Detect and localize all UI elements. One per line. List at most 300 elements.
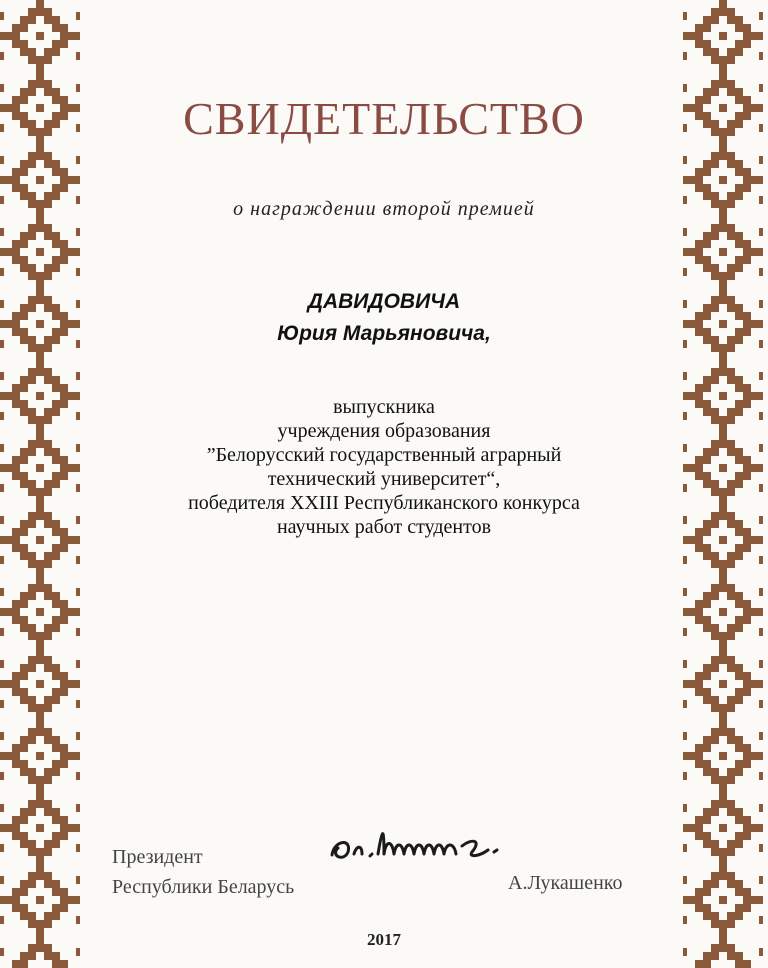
ornament-cell: [727, 560, 735, 568]
ornament-cell: [703, 688, 711, 696]
recipient-given-name: Юрия Марьяновича,: [277, 322, 491, 345]
ornament-edge: [683, 844, 687, 852]
ornament-cell: [735, 624, 743, 632]
ornament-cell: [719, 72, 727, 80]
ornament-cell: [44, 800, 52, 808]
ornament-edge: [0, 12, 4, 20]
ornament-cell: [12, 24, 20, 32]
ornament-cell: [743, 608, 751, 616]
ornament-cell: [28, 560, 36, 568]
ornament-cell: [719, 568, 727, 576]
ornament-cell: [52, 696, 60, 704]
ornament-cell: [727, 264, 735, 272]
ornament-cell: [36, 824, 44, 832]
ornament-cell: [687, 896, 695, 904]
ornament-edge: [759, 896, 763, 904]
ornament-cell: [743, 40, 751, 48]
ornament-cell: [703, 264, 711, 272]
ornament-cell: [52, 624, 60, 632]
ornament-cell: [727, 920, 735, 928]
ornament-cell: [743, 832, 751, 840]
ornament-cell: [36, 704, 44, 712]
ornament-cell: [52, 256, 60, 264]
ornament-edge: [683, 804, 687, 812]
ornament-edge: [759, 876, 763, 884]
ornament-edge: [0, 228, 4, 236]
ornament-cell: [719, 144, 727, 152]
ornament-cell: [695, 824, 703, 832]
ornament-cell: [28, 800, 36, 808]
ornament-cell: [36, 720, 44, 728]
ornament-cell: [12, 240, 20, 248]
ornament-cell: [719, 280, 727, 288]
ornament-cell: [703, 24, 711, 32]
ornament-edge: [759, 700, 763, 708]
ornament-cell: [12, 608, 20, 616]
ornament-cell: [727, 8, 735, 16]
ornament-cell: [44, 48, 52, 56]
ornament-edge: [0, 628, 4, 636]
ornament-edge: [76, 732, 80, 740]
ornament-cell: [719, 632, 727, 640]
ornament-cell: [735, 544, 743, 552]
ornament-cell: [703, 760, 711, 768]
ornament-cell: [60, 888, 68, 896]
ornament-cell: [36, 608, 44, 616]
ornament-cell: [12, 616, 20, 624]
ornament-cell: [60, 544, 68, 552]
ornament-cell: [52, 600, 60, 608]
ornament-cell: [52, 264, 60, 272]
ornament-cell: [36, 72, 44, 80]
ornament-edge: [0, 916, 4, 924]
ornament-cell: [44, 224, 52, 232]
ornament-cell: [60, 960, 68, 968]
ornament-edge: [76, 660, 80, 668]
ornament-edge: [76, 176, 80, 184]
ornament-cell: [44, 768, 52, 776]
ornament-cell: [52, 48, 60, 56]
ornament-cell: [735, 688, 743, 696]
ornament-cell: [44, 376, 52, 384]
ornament-cell: [60, 176, 68, 184]
ornament-cell: [20, 960, 28, 968]
ornament-cell: [719, 800, 727, 808]
signature-mark: [322, 810, 542, 870]
ornament-cell: [711, 56, 719, 64]
ornament-cell: [20, 952, 28, 960]
ornament-cell: [719, 352, 727, 360]
ornament-cell: [52, 616, 60, 624]
ornament-edge: [0, 248, 4, 256]
ornament-cell: [735, 960, 743, 968]
ornament-cell: [719, 64, 727, 72]
ornament-cell: [44, 664, 52, 672]
ornament-cell: [703, 600, 711, 608]
ornament-cell: [28, 160, 36, 168]
ornament-cell: [711, 840, 719, 848]
ornament-cell: [727, 656, 735, 664]
ornament-cell: [719, 824, 727, 832]
ornament-cell: [727, 776, 735, 784]
certificate-subtitle: о награждении второй премией: [233, 198, 535, 220]
ornament-cell: [20, 888, 28, 896]
ornament-cell: [60, 752, 68, 760]
ornament-cell: [727, 552, 735, 560]
ornament-edge: [76, 156, 80, 164]
ornament-cell: [52, 960, 60, 968]
ornament-cell: [727, 152, 735, 160]
ornament-edge: [0, 608, 4, 616]
ornament-cell: [719, 152, 727, 160]
ornament-cell: [36, 656, 44, 664]
ornament-cell: [735, 168, 743, 176]
ornament-cell: [711, 560, 719, 568]
ornament-cell: [4, 680, 12, 688]
ornament-cell: [735, 24, 743, 32]
ornament-edge: [0, 772, 4, 780]
ornament-cell: [719, 608, 727, 616]
ornament-cell: [12, 752, 20, 760]
ornament-cell: [695, 904, 703, 912]
ornament-cell: [719, 792, 727, 800]
ornament-cell: [44, 272, 52, 280]
ornament-cell: [735, 744, 743, 752]
ornament-cell: [12, 248, 20, 256]
ornament-cell: [28, 664, 36, 672]
ornament-cell: [743, 24, 751, 32]
ornament-edge: [759, 556, 763, 564]
ornament-cell: [703, 696, 711, 704]
ornament-edge: [76, 84, 80, 92]
ornament-cell: [719, 8, 727, 16]
ornament-cell: [36, 0, 44, 8]
citation-line: учреждения образования: [277, 420, 491, 442]
ornament-cell: [711, 656, 719, 664]
ornament-cell: [743, 32, 751, 40]
ornament-cell: [703, 240, 711, 248]
ornament-cell: [695, 688, 703, 696]
ornament-cell: [20, 16, 28, 24]
ornament-cell: [60, 384, 68, 392]
ornament-cell: [711, 920, 719, 928]
ornament-cell: [727, 704, 735, 712]
ornament-cell: [703, 736, 711, 744]
ornament-cell: [28, 808, 36, 816]
ornament-edge: [759, 660, 763, 668]
ornament-cell: [735, 592, 743, 600]
ornament-cell: [20, 744, 28, 752]
ornament-cell: [695, 32, 703, 40]
ornament-cell: [12, 32, 20, 40]
ornament-cell: [695, 240, 703, 248]
ornament-edge: [759, 916, 763, 924]
ornament-cell: [735, 40, 743, 48]
ornament-cell: [727, 80, 735, 88]
signatory-title-line: Республики Беларусь: [112, 876, 295, 898]
signatory-title: [112, 842, 294, 902]
ornament-edge: [683, 700, 687, 708]
ornament-cell: [687, 32, 695, 40]
ornament-cell: [719, 80, 727, 88]
ornament-cell: [36, 80, 44, 88]
ornament-cell: [44, 584, 52, 592]
ornament-cell: [44, 152, 52, 160]
ornament-cell: [743, 600, 751, 608]
ornament-cell: [703, 40, 711, 48]
ornament-cell: [20, 760, 28, 768]
ornament-cell: [60, 32, 68, 40]
ornament-cell: [52, 24, 60, 32]
ornament-edge: [0, 844, 4, 852]
ornament-cell: [703, 376, 711, 384]
ornament-cell: [60, 672, 68, 680]
ornament-cell: [727, 664, 735, 672]
ornament-cell: [743, 176, 751, 184]
ornament-cell: [60, 832, 68, 840]
ornament-cell: [4, 176, 12, 184]
ornament-cell: [687, 608, 695, 616]
ornament-cell: [44, 632, 52, 640]
ornament-cell: [719, 920, 727, 928]
ornament-cell: [719, 728, 727, 736]
ornament-cell: [68, 824, 76, 832]
ornament-cell: [711, 376, 719, 384]
ornament-edge: [0, 660, 4, 668]
ornament-cell: [719, 640, 727, 648]
ornament-edge: [0, 732, 4, 740]
ornament-cell: [36, 776, 44, 784]
ornament-cell: [36, 648, 44, 656]
ornament-cell: [4, 896, 12, 904]
ornament-cell: [44, 848, 52, 856]
ornament-cell: [44, 840, 52, 848]
ornament-cell: [735, 256, 743, 264]
ornament-cell: [28, 768, 36, 776]
ornament-cell: [735, 912, 743, 920]
ornament-cell: [28, 776, 36, 784]
ornament-cell: [28, 704, 36, 712]
ornament-cell: [52, 232, 60, 240]
ornament-cell: [735, 672, 743, 680]
ornament-edge: [759, 804, 763, 812]
ornament-cell: [60, 680, 68, 688]
ornament-edge: [683, 680, 687, 688]
citation-line: выпускника: [333, 396, 435, 418]
ornament-edge: [683, 248, 687, 256]
ornament-cell: [703, 808, 711, 816]
ornament-cell: [735, 840, 743, 848]
ornament-edge: [76, 268, 80, 276]
ornament-cell: [20, 160, 28, 168]
certificate-title: СВИДЕТЕЛЬСТВО: [183, 93, 585, 144]
ornament-cell: [52, 744, 60, 752]
ornament-cell: [735, 600, 743, 608]
ornament-cell: [60, 608, 68, 616]
ornament-cell: [719, 656, 727, 664]
ornament-cell: [711, 264, 719, 272]
ornament-cell: [60, 896, 68, 904]
ornament-edge: [683, 824, 687, 832]
ornament-cell: [719, 872, 727, 880]
ornament-cell: [727, 368, 735, 376]
ornament-cell: [44, 560, 52, 568]
ornament-cell: [36, 864, 44, 872]
ornament-cell: [12, 960, 20, 968]
ornament-cell: [68, 680, 76, 688]
ornament-edge: [759, 588, 763, 596]
ornament-edge: [759, 608, 763, 616]
ornament-cell: [719, 864, 727, 872]
ornament-cell: [36, 640, 44, 648]
ornament-cell: [28, 552, 36, 560]
ornament-cell: [735, 696, 743, 704]
ornament-edge: [683, 876, 687, 884]
ornament-cell: [36, 848, 44, 856]
ornament-edge: [0, 588, 4, 596]
ornament-cell: [719, 56, 727, 64]
ornament-cell: [44, 952, 52, 960]
ornament-cell: [60, 256, 68, 264]
ornament-cell: [36, 680, 44, 688]
ornament-cell: [60, 760, 68, 768]
ornament-cell: [719, 648, 727, 656]
ornament-cell: [703, 616, 711, 624]
ornament-cell: [20, 264, 28, 272]
ornament-cell: [52, 592, 60, 600]
ornament-cell: [751, 608, 759, 616]
ornament-cell: [44, 776, 52, 784]
ornament-cell: [719, 0, 727, 8]
ornament-cell: [28, 48, 36, 56]
ornament-cell: [735, 760, 743, 768]
ornament-cell: [36, 152, 44, 160]
ornament-cell: [4, 824, 12, 832]
ornament-cell: [52, 688, 60, 696]
ornament-cell: [743, 384, 751, 392]
ornament-cell: [727, 808, 735, 816]
ornament-cell: [20, 184, 28, 192]
ornament-cell: [52, 768, 60, 776]
ornament-cell: [743, 888, 751, 896]
ornament-cell: [28, 656, 36, 664]
ornament-cell: [60, 688, 68, 696]
ornament-cell: [20, 624, 28, 632]
ornament-cell: [695, 256, 703, 264]
ornament-cell: [44, 912, 52, 920]
ornament-cell: [711, 232, 719, 240]
ornament-cell: [36, 728, 44, 736]
ornament-cell: [20, 912, 28, 920]
ornament-edge: [759, 628, 763, 636]
ornament-cell: [68, 608, 76, 616]
ornament-cell: [735, 808, 743, 816]
ornament-cell: [28, 632, 36, 640]
ornament-cell: [12, 760, 20, 768]
ornament-cell: [743, 680, 751, 688]
ornament-cell: [703, 880, 711, 888]
ornament-cell: [20, 840, 28, 848]
ornament-cell: [711, 16, 719, 24]
ornament-cell: [735, 880, 743, 888]
ornament-cell: [20, 256, 28, 264]
ornament-cell: [703, 816, 711, 824]
ornament-cell: [68, 896, 76, 904]
ornament-cell: [727, 584, 735, 592]
ornament-cell: [44, 56, 52, 64]
ornament-cell: [28, 152, 36, 160]
ornament-cell: [703, 952, 711, 960]
ornament-cell: [36, 752, 44, 760]
ornament-cell: [703, 552, 711, 560]
ornament-cell: [68, 176, 76, 184]
ornament-edge: [759, 248, 763, 256]
ornament-edge: [76, 804, 80, 812]
ornament-cell: [36, 248, 44, 256]
ornament-cell: [12, 544, 20, 552]
ornament-cell: [711, 368, 719, 376]
ornament-cell: [727, 840, 735, 848]
ornament-cell: [12, 816, 20, 824]
ornament-cell: [12, 384, 20, 392]
ornament-cell: [68, 752, 76, 760]
ornament-cell: [695, 760, 703, 768]
ornament-edge: [76, 588, 80, 596]
ornament-edge: [759, 752, 763, 760]
ornament-cell: [36, 56, 44, 64]
ornament-cell: [36, 32, 44, 40]
ornament-cell: [719, 248, 727, 256]
ornament-cell: [703, 840, 711, 848]
ornament-cell: [719, 272, 727, 280]
ornament-cell: [52, 736, 60, 744]
ornament-cell: [20, 600, 28, 608]
ornament-cell: [743, 544, 751, 552]
ornament-cell: [711, 912, 719, 920]
ornament-cell: [28, 80, 36, 88]
ornament-cell: [20, 232, 28, 240]
ornament-cell: [36, 712, 44, 720]
citation-text: [0, 395, 768, 539]
ornament-cell: [743, 184, 751, 192]
ornament-cell: [44, 880, 52, 888]
ornament-cell: [727, 56, 735, 64]
ornament-cell: [52, 840, 60, 848]
ornament-cell: [751, 32, 759, 40]
ornament-cell: [44, 232, 52, 240]
ornament-edge: [759, 228, 763, 236]
ornament-cell: [703, 384, 711, 392]
ornament-cell: [68, 32, 76, 40]
ornament-cell: [28, 264, 36, 272]
ornament-cell: [727, 160, 735, 168]
ornament-cell: [28, 872, 36, 880]
ornament-cell: [695, 832, 703, 840]
ornament-cell: [751, 824, 759, 832]
ornament-cell: [711, 584, 719, 592]
ornament-cell: [28, 880, 36, 888]
ornament-cell: [20, 688, 28, 696]
ornament-cell: [751, 752, 759, 760]
ornament-cell: [711, 800, 719, 808]
ornament-cell: [60, 40, 68, 48]
ornament-cell: [711, 552, 719, 560]
ornament-cell: [36, 568, 44, 576]
ornament-cell: [52, 376, 60, 384]
ornament-cell: [36, 784, 44, 792]
ornament-cell: [743, 896, 751, 904]
ornament-edge: [76, 772, 80, 780]
